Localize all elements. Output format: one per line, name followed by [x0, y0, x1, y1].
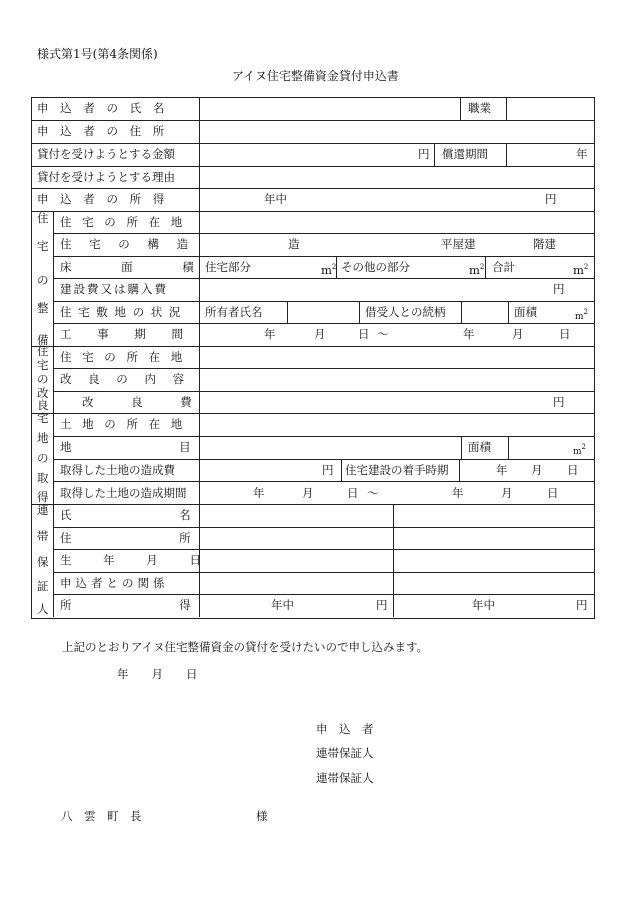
sqm-sup: 2	[583, 263, 589, 271]
group-label-char: 帯	[37, 529, 49, 543]
group-label-char: 地	[37, 431, 49, 445]
guarantor-sign-label-2: 連帯保証人	[316, 771, 374, 785]
label-build-cost: 建設費又は購入費	[60, 282, 168, 296]
house-part-label: 住宅部分	[205, 260, 251, 274]
month-unit: 月	[314, 327, 326, 341]
group-label-char: 住	[37, 211, 49, 225]
sqm-sup: 2	[583, 308, 589, 316]
year-in-label: 年中	[271, 598, 294, 612]
yen-unit: 円	[553, 395, 565, 409]
year-in-label: 年中	[264, 192, 287, 206]
label-housing-structure: 住 宅 の 構 造	[60, 237, 189, 251]
group-label-char: 住	[37, 344, 49, 358]
group-label-char: 宅	[37, 239, 49, 253]
group-label-char: 取	[37, 471, 49, 485]
form-title: アイヌ住宅整備資金貸付申込書	[232, 69, 399, 83]
label-guarantor-relation: 申込者との関係	[60, 576, 169, 590]
flat-label: 平屋建	[441, 237, 476, 251]
year-unit: 年	[264, 327, 276, 341]
sqm-unit: m	[573, 447, 582, 457]
application-table	[31, 97, 594, 618]
label-repayment-period: 償還期間	[442, 147, 488, 161]
day-unit: 日	[559, 327, 571, 341]
label-construction-period: 工 事 期 間	[60, 327, 183, 341]
applicant-sign-label: 申 込 者	[316, 722, 374, 736]
group-label-char: 宅	[37, 358, 49, 372]
group-label-char: 保	[37, 555, 49, 569]
month-unit: 月	[302, 486, 314, 500]
other-part-label: その他の部分	[341, 260, 410, 274]
group-label-char: 改	[37, 386, 49, 400]
label-applicant-name: 申 込 者 の 氏 名	[37, 101, 165, 115]
year-unit: 年	[463, 327, 475, 341]
relation-borrower-label: 借受人との続柄	[365, 305, 446, 319]
group-label-char: 宅	[37, 411, 49, 425]
yen-unit: 円	[418, 147, 430, 161]
label-start-period: 住宅建設の着手時期	[345, 463, 449, 477]
area-label: 面積	[468, 440, 491, 454]
sqm-unit: m	[573, 263, 584, 277]
month-unit: 月	[501, 486, 513, 500]
yen-unit: 円	[576, 598, 588, 612]
label-improvement-content: 改 良 の 内 容	[60, 372, 185, 386]
label-guarantor-name: 氏 名	[60, 508, 191, 522]
mayor-addressee: 八 雲 町 長	[61, 809, 142, 823]
group-label-char: の	[37, 372, 49, 386]
label-land-dev-cost: 取得した土地の造成費	[60, 463, 175, 477]
sqm-unit: m	[469, 263, 480, 277]
year-unit: 年	[452, 486, 464, 500]
label-land-location: 土 地 の 所 在 地	[60, 417, 183, 431]
year-unit: 年	[253, 486, 265, 500]
area-label: 面積	[514, 305, 537, 319]
sqm-unit: m	[321, 263, 332, 277]
group-label-char: の	[37, 451, 49, 465]
group-label-char: 備	[37, 333, 49, 347]
sqm-sup: 2	[581, 443, 587, 451]
label-site-status: 住 宅 敷 地 の 状 況	[60, 305, 181, 319]
application-date: 年 月 日	[117, 667, 198, 681]
yen-unit: 円	[553, 282, 565, 296]
group-label-char: 証	[37, 579, 49, 593]
month-unit: 月	[512, 327, 524, 341]
label-guarantor-birth: 生 年 月 日	[60, 553, 201, 567]
label-occupation: 職業	[468, 101, 491, 115]
sqm-sup: 2	[331, 263, 337, 271]
year-in-label: 年中	[472, 598, 495, 612]
day-unit: 日	[358, 327, 370, 341]
label-applicant-address: 申 込 者 の 住 所	[37, 124, 165, 138]
group-label-char: 人	[37, 602, 49, 616]
sqm-unit: m	[575, 312, 584, 322]
day-unit: 日	[347, 486, 359, 500]
owner-name-label: 所有者氏名	[205, 305, 263, 319]
label-land-dev-period: 取得した土地の造成期間	[60, 486, 187, 500]
label-guarantor-address: 住 所	[60, 531, 191, 545]
label-floor-area: 床 面 積	[60, 260, 194, 274]
label-land-category: 地 目	[60, 440, 191, 454]
group-label-char: の	[37, 273, 49, 287]
label-loan-reason: 貸付を受けようとする理由	[37, 170, 175, 184]
yen-unit: 円	[322, 463, 334, 477]
form-number: 様式第1号(第4条関係)	[37, 47, 158, 61]
label-applicant-income: 申 込 者 の 所 得	[37, 192, 165, 206]
label-improvement-location: 住 宅 の 所 在 地	[60, 350, 183, 364]
year-unit: 年	[496, 463, 508, 477]
tilde: 〜	[367, 486, 379, 500]
sqm-sup: 2	[479, 263, 485, 271]
yen-unit: 円	[545, 192, 557, 206]
day-unit: 日	[567, 463, 579, 477]
total-label: 合計	[492, 260, 515, 274]
guarantor-sign-label-1: 連帯保証人	[316, 746, 374, 760]
label-improvement-cost: 改 良 費	[82, 395, 192, 409]
stories-label: 階建	[533, 237, 556, 251]
month-unit: 月	[531, 463, 543, 477]
group-label-char: 連	[37, 503, 49, 517]
structure-value: 造	[288, 237, 300, 251]
group-label-char: 得	[37, 490, 49, 504]
tilde: 〜	[377, 327, 389, 341]
year-unit: 年	[576, 147, 588, 161]
group-label-char: 整	[37, 301, 49, 315]
label-guarantor-income: 所 得	[60, 598, 191, 612]
group-label-char: 良	[37, 398, 49, 412]
yen-unit: 円	[376, 598, 388, 612]
statement-text: 上記のとおりアイヌ住宅整備資金の貸付を受けたいので申し込みます。	[62, 640, 429, 654]
day-unit: 日	[547, 486, 559, 500]
label-housing-location: 住 宅 の 所 在 地	[60, 215, 183, 229]
label-loan-amount: 貸付を受けようとする金額	[37, 147, 175, 161]
honorific-sama: 様	[256, 809, 268, 823]
